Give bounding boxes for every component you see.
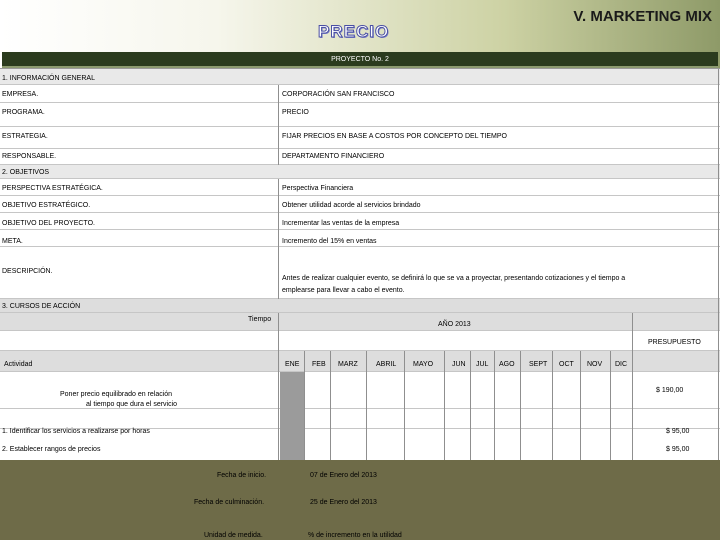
year-label: AÑO 2013 <box>438 321 471 328</box>
column-divider <box>552 351 553 461</box>
column-divider <box>444 351 445 461</box>
header-band <box>0 0 720 48</box>
section-header-objectives <box>0 165 720 179</box>
objective-row <box>0 179 720 196</box>
row-label: OBJETIVO DEL PROYECTO. <box>2 220 95 227</box>
time-label: Tiempo <box>248 316 272 323</box>
column-divider <box>278 313 279 461</box>
section-heading-objectives: 2. OBJETIVOS <box>2 169 50 176</box>
column-divider <box>494 351 495 461</box>
description-line-2: emplearse para llevar a cabo el evento. <box>282 287 405 294</box>
column-divider <box>580 351 581 461</box>
activity-name: Poner precio equilibrado en relación <box>60 391 173 398</box>
project-bar <box>2 52 718 68</box>
row-value: Incrementar las ventas de la empresa <box>282 220 400 227</box>
activity-label: Actividad <box>4 361 33 368</box>
section-heading-actions: 3. CURSOS DE ACCIÓN <box>2 303 81 310</box>
column-divider <box>278 85 279 165</box>
column-divider <box>610 351 611 461</box>
end-date-label: Fecha de culminación. <box>194 499 265 506</box>
row-label: PROGRAMA. <box>2 109 45 116</box>
row-label: ESTRATEGIA. <box>2 133 48 140</box>
month-header: AGO <box>499 361 515 368</box>
section-title: PRECIO <box>318 22 390 41</box>
row-value: Incremento del 15% en ventas <box>282 238 377 245</box>
month-header: SEPT <box>529 361 548 368</box>
row-label: RESPONSABLE. <box>2 153 57 160</box>
month-header: ENE <box>285 361 300 368</box>
column-divider <box>470 351 471 461</box>
section-header-general <box>0 69 720 85</box>
row-value: CORPORACIÓN SAN FRANCISCO <box>282 91 395 98</box>
row-value: Perspectiva Financiera <box>282 185 354 192</box>
column-divider <box>632 313 633 461</box>
activity-name: 2. Establecer rangos de precios <box>2 446 101 453</box>
column-divider <box>278 179 279 299</box>
month-header: JUN <box>452 361 466 368</box>
month-header: NOV <box>587 361 603 368</box>
activity-budget: $ 95,00 <box>666 446 690 453</box>
right-border <box>718 69 719 461</box>
unit-value: % de incremento en la utilidad <box>308 532 402 539</box>
activity-name-line-2: al tiempo que dura el servicio <box>86 401 178 408</box>
summary-block <box>0 460 720 540</box>
month-header: MAYO <box>413 361 434 368</box>
row-label: OBJETIVO ESTRATÉGICO. <box>2 202 91 209</box>
row-value: PRECIO <box>282 109 309 116</box>
unit-label: Unidad de medida. <box>204 532 263 539</box>
month-header-row <box>0 351 720 372</box>
end-date-value: 25 de Enero del 2013 <box>310 499 377 506</box>
month-header: OCT <box>559 361 574 368</box>
month-header: FEB <box>312 361 326 368</box>
column-divider <box>366 351 367 461</box>
activity-name: 1. Identificar los servicios a realizarse por horas <box>2 428 150 435</box>
column-divider <box>304 351 305 461</box>
start-date-label: Fecha de inicio. <box>217 472 267 479</box>
row-label: EMPRESA. <box>2 91 39 98</box>
description-line-1: Antes de realizar cualquier evento, se definirá lo que se va a proyectar, presentando cotizaciones y el tiempo a <box>282 275 626 282</box>
activity-row <box>0 429 720 461</box>
description-label: DESCRIPCIÓN. <box>2 268 53 275</box>
activity-budget: $ 95,00 <box>666 428 690 435</box>
row-label: META. <box>2 238 23 245</box>
activity-row <box>0 409 720 429</box>
general-row <box>0 103 720 127</box>
month-header: JUL <box>476 361 489 368</box>
section-header-actions <box>0 299 720 313</box>
month-header: DIC <box>615 361 628 368</box>
budget-label: PRESUPUESTO <box>648 339 701 346</box>
column-divider <box>330 351 331 461</box>
row-value: Obtener utilidad acorde al servicios brindado <box>282 202 421 209</box>
row-value: FIJAR PRECIOS EN BASE A COSTOS POR CONCEPTO DEL TIEMPO <box>282 133 507 140</box>
active-month-cell <box>280 372 304 461</box>
row-label: PERSPECTIVA ESTRATÉGICA. <box>2 185 103 192</box>
month-header: MARZ <box>338 361 358 368</box>
row-value: DEPARTAMENTO FINANCIERO <box>282 153 385 160</box>
start-date-value: 07 de Enero del 2013 <box>310 472 377 479</box>
activity-budget: $ 190,00 <box>656 387 684 394</box>
month-header: ABRIL <box>376 361 397 368</box>
column-divider <box>404 351 405 461</box>
column-divider <box>520 351 521 461</box>
project-label: PROYECTO No. 2 <box>331 56 389 63</box>
form-sheet <box>0 68 720 460</box>
section-heading-general: 1. INFORMACIÓN GENERAL <box>2 75 95 82</box>
budget-header-row <box>0 331 720 351</box>
time-header-row <box>0 313 720 331</box>
main-title: V. MARKETING MIX <box>573 8 712 25</box>
